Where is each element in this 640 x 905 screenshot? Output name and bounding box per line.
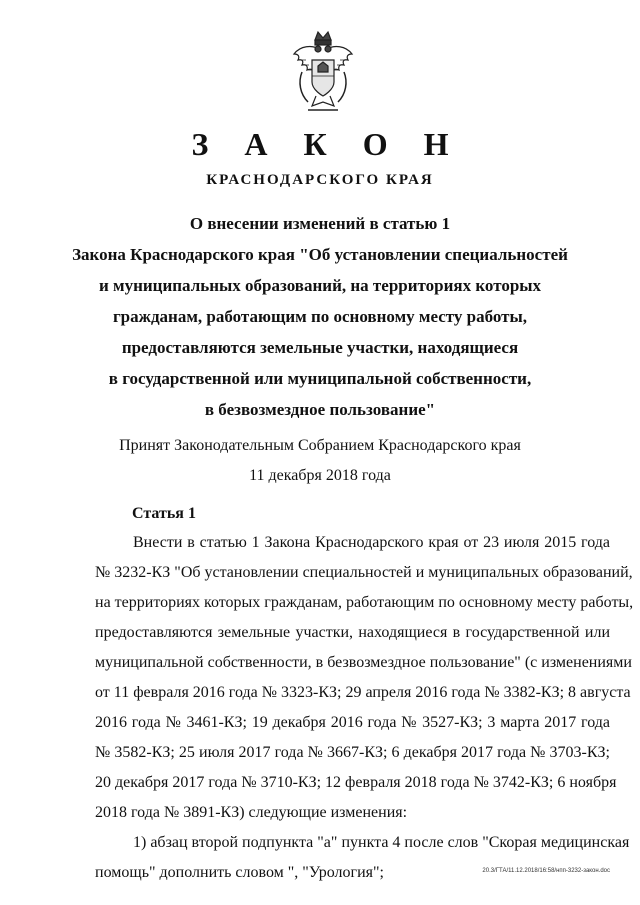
law-subject: [0, 208, 640, 425]
law-title: З А К О Н: [191, 126, 463, 162]
article-line: 20 декабря 2017 года № 3710-КЗ; 12 февраля 2018 года № 3742-КЗ; 6 ноября: [95, 774, 617, 791]
subject-line: в государственной или муниципальной собственности,: [108, 369, 532, 388]
article-line: № 3582-КЗ; 25 июля 2017 года № 3667-КЗ; 6 декабря 2017 года № 3703-КЗ;: [95, 744, 610, 761]
article-text: [95, 528, 634, 888]
file-stamp: 20.3/ГТА/11.12.2018/16:58/нпп-3232-закон.doc: [482, 868, 610, 874]
subject-line: О внесении изменений в статью 1: [189, 214, 451, 233]
article-line: № 3232-КЗ "Об установлении специальностей и муниципальных образований,: [95, 564, 633, 581]
article-line: муниципальной собственности, в безвозмездное пользование" (с изменениями: [95, 654, 632, 671]
subject-line: предоставляются земельные участки, находящиеся: [121, 338, 519, 357]
law-region: КРАСНОДАРСКОГО КРАЯ: [206, 172, 434, 188]
subject-line: в безвозмездное пользование": [204, 400, 436, 419]
article-line: 2018 года № 3891-КЗ) следующие изменения:: [95, 804, 408, 821]
article-line: 1) абзац второй подпункта "а" пункта 4 после слов "Скорая медицинская: [133, 834, 630, 851]
article-line: помощь" дополнить словом ", "Урология";: [95, 864, 384, 881]
article-line: на территориях которых гражданам, работающим по основному месту работы,: [95, 594, 634, 611]
adoption-body: Принят Законодательным Собранием Краснодарского края: [119, 437, 521, 454]
adoption-info: [0, 431, 640, 491]
adoption-date: 11 декабря 2018 года: [249, 467, 391, 484]
subject-line: Закона Краснодарского края "Об установлении специальностей: [72, 245, 568, 264]
article-line: 2016 года № 3461-КЗ; 19 декабря 2016 года № 3527-КЗ; 3 марта 2017 года: [95, 714, 610, 731]
article-line: от 11 февраля 2016 года № 3323-КЗ; 29 апреля 2016 года № 3382-КЗ; 8 августа: [95, 684, 631, 701]
article-heading: Статья 1: [132, 505, 196, 522]
coat-of-arms-emblem: [288, 30, 358, 114]
article-line: предоставляются земельные участки, находящиеся в государственной или: [95, 624, 610, 641]
article-line: Внести в статью 1 Закона Краснодарского края от 23 июля 2015 года: [133, 534, 610, 551]
subject-line: и муниципальных образований, на территориях которых: [98, 276, 542, 295]
subject-line: гражданам, работающим по основному месту работы,: [112, 307, 528, 326]
